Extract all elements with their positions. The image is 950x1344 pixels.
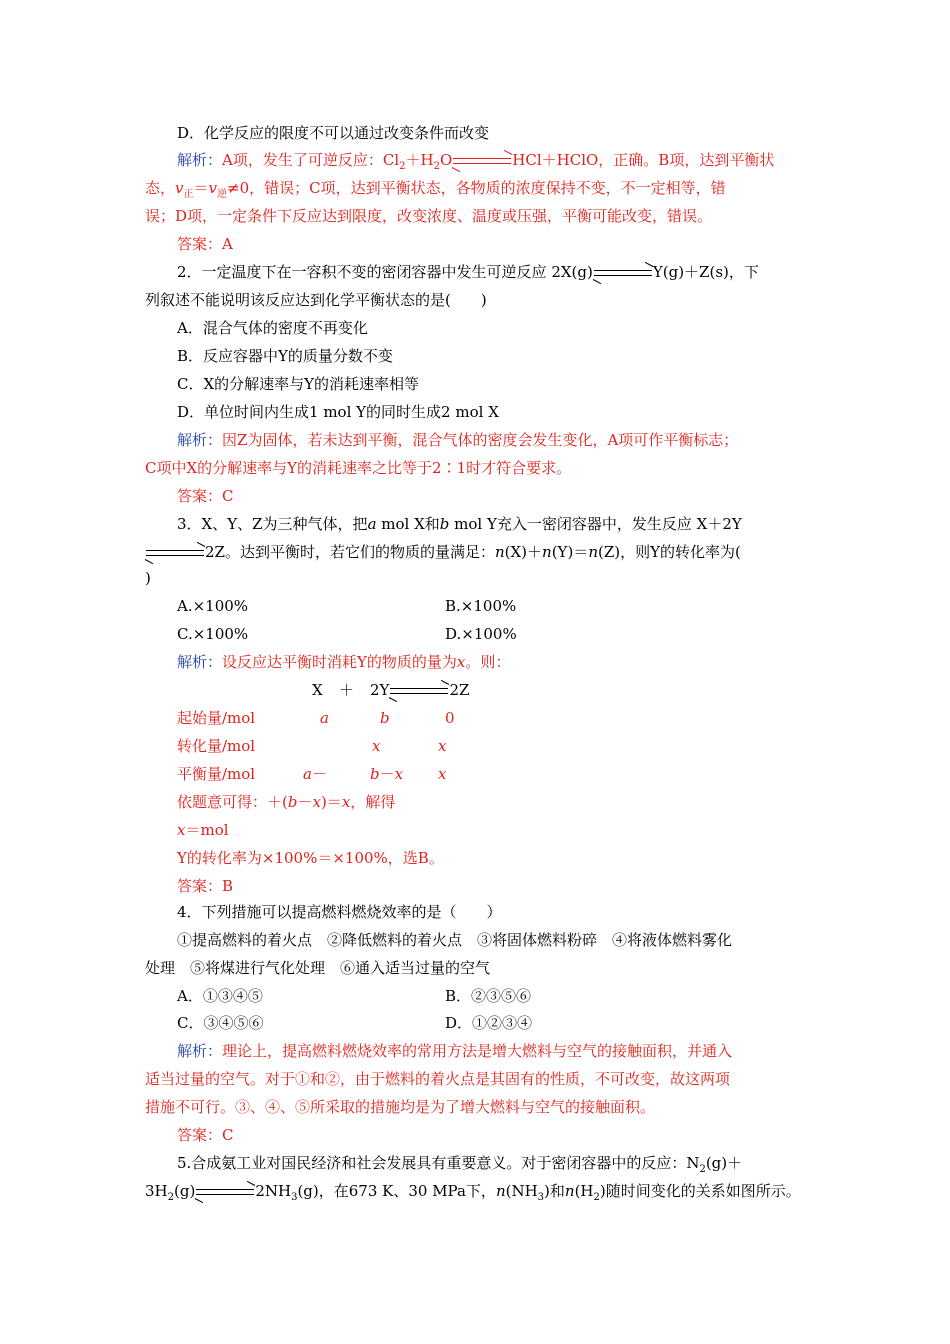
q3-option-a: A.×100%	[177, 597, 249, 615]
q2-option-b: B．反应容器中Y的质量分数不变	[177, 347, 393, 365]
reversible-arrow-icon	[594, 267, 652, 279]
q3-row-initial-c: 0	[445, 709, 455, 727]
q1-explanation-line2: 态，$v_正=v_逆\ne 0$，错误；C项，达到平衡状态，各物质的浓度保持不变，不一定相等，错	[145, 179, 726, 200]
q1-answer: 答案：A	[177, 235, 233, 253]
q4-explanation-line2: 适当过量的空气。对于①和②，由于燃料的着火点是其固有的性质，不可改变，故这两项	[145, 1070, 731, 1088]
q1-explanation-line1: 解析：A项，发生了可逆反应：$Cl_2+H_2O$ HCl＋HClO，正确。B项，达到平衡状	[177, 151, 775, 172]
q3-row-equil-b: b－x	[370, 765, 404, 783]
q2-explanation-line1: 解析：因Z为固体，若未达到平衡，混合气体的密度会发生变化，A项可作平衡标志；	[177, 431, 739, 449]
q3-row-equil-c: x	[438, 765, 447, 783]
q2-stem-line2: 列叙述不能说明该反应达到化学平衡状态的是( )	[145, 291, 487, 309]
q2-explanation-line2: C项中X的分解速率与Y的消耗速率之比等于2∶1时才符合要求。	[145, 459, 572, 477]
q4-items-line2: 处理 ⑤将煤进行气化处理 ⑥通入适当过量的空气	[145, 959, 491, 977]
q3-equation-x: X	[312, 681, 323, 699]
q4-option-d: D．①②③④	[445, 1014, 533, 1032]
q3-option-b: B.×100%	[445, 597, 517, 615]
reversible-arrow-icon	[146, 547, 204, 559]
q3-row-change-b: x	[372, 737, 381, 755]
q3-row-change-label: 转化量/mol	[177, 737, 256, 755]
q4-items-line1: ①提高燃料的着火点 ②降低燃料的着火点 ③将固体燃料粉碎 ④将液体燃料雾化	[177, 931, 733, 949]
q4-option-a: A．①③④⑤	[177, 987, 263, 1005]
q5-stem-line2: $3H_2(g)$ $2NH_3(g)$，在673 K、30 MPa下，$n(NH_3)$和$n(H_2)$随时间变化的关系如图所示。	[145, 1182, 801, 1203]
q3-option-c: C.×100%	[177, 625, 249, 643]
q5-stem-line1: 5.合成氨工业对国民经济和社会发展具有重要意义。对于密闭容器中的反应：$N_2(g)+$	[177, 1154, 743, 1175]
q3-row-initial-label: 起始量/mol	[177, 709, 256, 727]
q2-option-c: C．X的分解速率与Y的消耗速率相等	[177, 375, 420, 393]
reversible-arrow-icon	[390, 685, 448, 697]
reversible-arrow-icon	[453, 155, 511, 167]
q3-row-equil-a: a－	[303, 765, 327, 783]
q3-stem-line2: 2Z。达到平衡时，若它们的物质的量满足：n(X)＋n(Y)＝n(Z)，则Y的转化率为(	[145, 542, 741, 562]
q3-explanation-line1: 解析：设反应达平衡时消耗Y的物质的量为x。则：	[177, 653, 511, 671]
q3-option-d: D.×100%	[445, 625, 517, 643]
q3-explanation-line5: x＝mol	[177, 821, 229, 839]
q4-option-c: C．③④⑤⑥	[177, 1014, 264, 1032]
q3-stem-line1: 3．X、Y、Z为三种气体，把a mol X和b mol Y充入一密闭容器中，发生反应 X＋2Y	[177, 515, 742, 533]
q1-explanation-line3: 误；D项，一定条件下反应达到限度，改变浓度、温度或压强，平衡可能改变，错误。	[145, 207, 713, 225]
q3-row-equil-label: 平衡量/mol	[177, 765, 256, 783]
q4-stem: 4．下列措施可以提高燃料燃烧效率的是（ ）	[177, 903, 502, 921]
q3-equation-plus: ＋	[339, 681, 355, 699]
q3-row-change-c: x	[438, 737, 447, 755]
q3-stem-line3: )	[145, 569, 151, 587]
q3-row-initial-b: b	[380, 709, 390, 727]
q4-answer: 答案：C	[177, 1126, 234, 1144]
q2-stem-line1: 2．一定温度下在一容积不变的密闭容器中发生可逆反应 2X(g) Y(g)＋Z(s)，下	[177, 262, 759, 282]
q2-option-d: D．单位时间内生成1 mol Y的同时生成2 mol X	[177, 403, 499, 421]
q3-explanation-line6: Y的转化率为×100%＝×100%，选B。	[177, 849, 444, 867]
q2-option-a: A．混合气体的密度不再变化	[177, 319, 368, 337]
q3-answer: 答案：B	[177, 877, 234, 895]
reversible-arrow-icon	[196, 1186, 254, 1198]
q4-explanation-line3: 措施不可行。③、④、⑤所采取的措施均是为了增大燃料与空气的接触面积。	[145, 1098, 656, 1116]
q1-option-d: D．化学反应的限度不可以通过改变条件而改变	[177, 124, 490, 142]
q4-option-b: B．②③⑤⑥	[445, 987, 532, 1005]
q3-explanation-line4: 依题意可得：＋(b－x)＝x，解得	[177, 793, 396, 811]
q3-equation-2y: 2Y 2Z	[370, 680, 469, 700]
q2-answer: 答案：C	[177, 487, 234, 505]
q3-row-initial-a: a	[320, 709, 329, 727]
q4-explanation-line1: 解析：理论上，提高燃料燃烧效率的常用方法是增大燃料与空气的接触面积，并通入	[177, 1042, 733, 1060]
